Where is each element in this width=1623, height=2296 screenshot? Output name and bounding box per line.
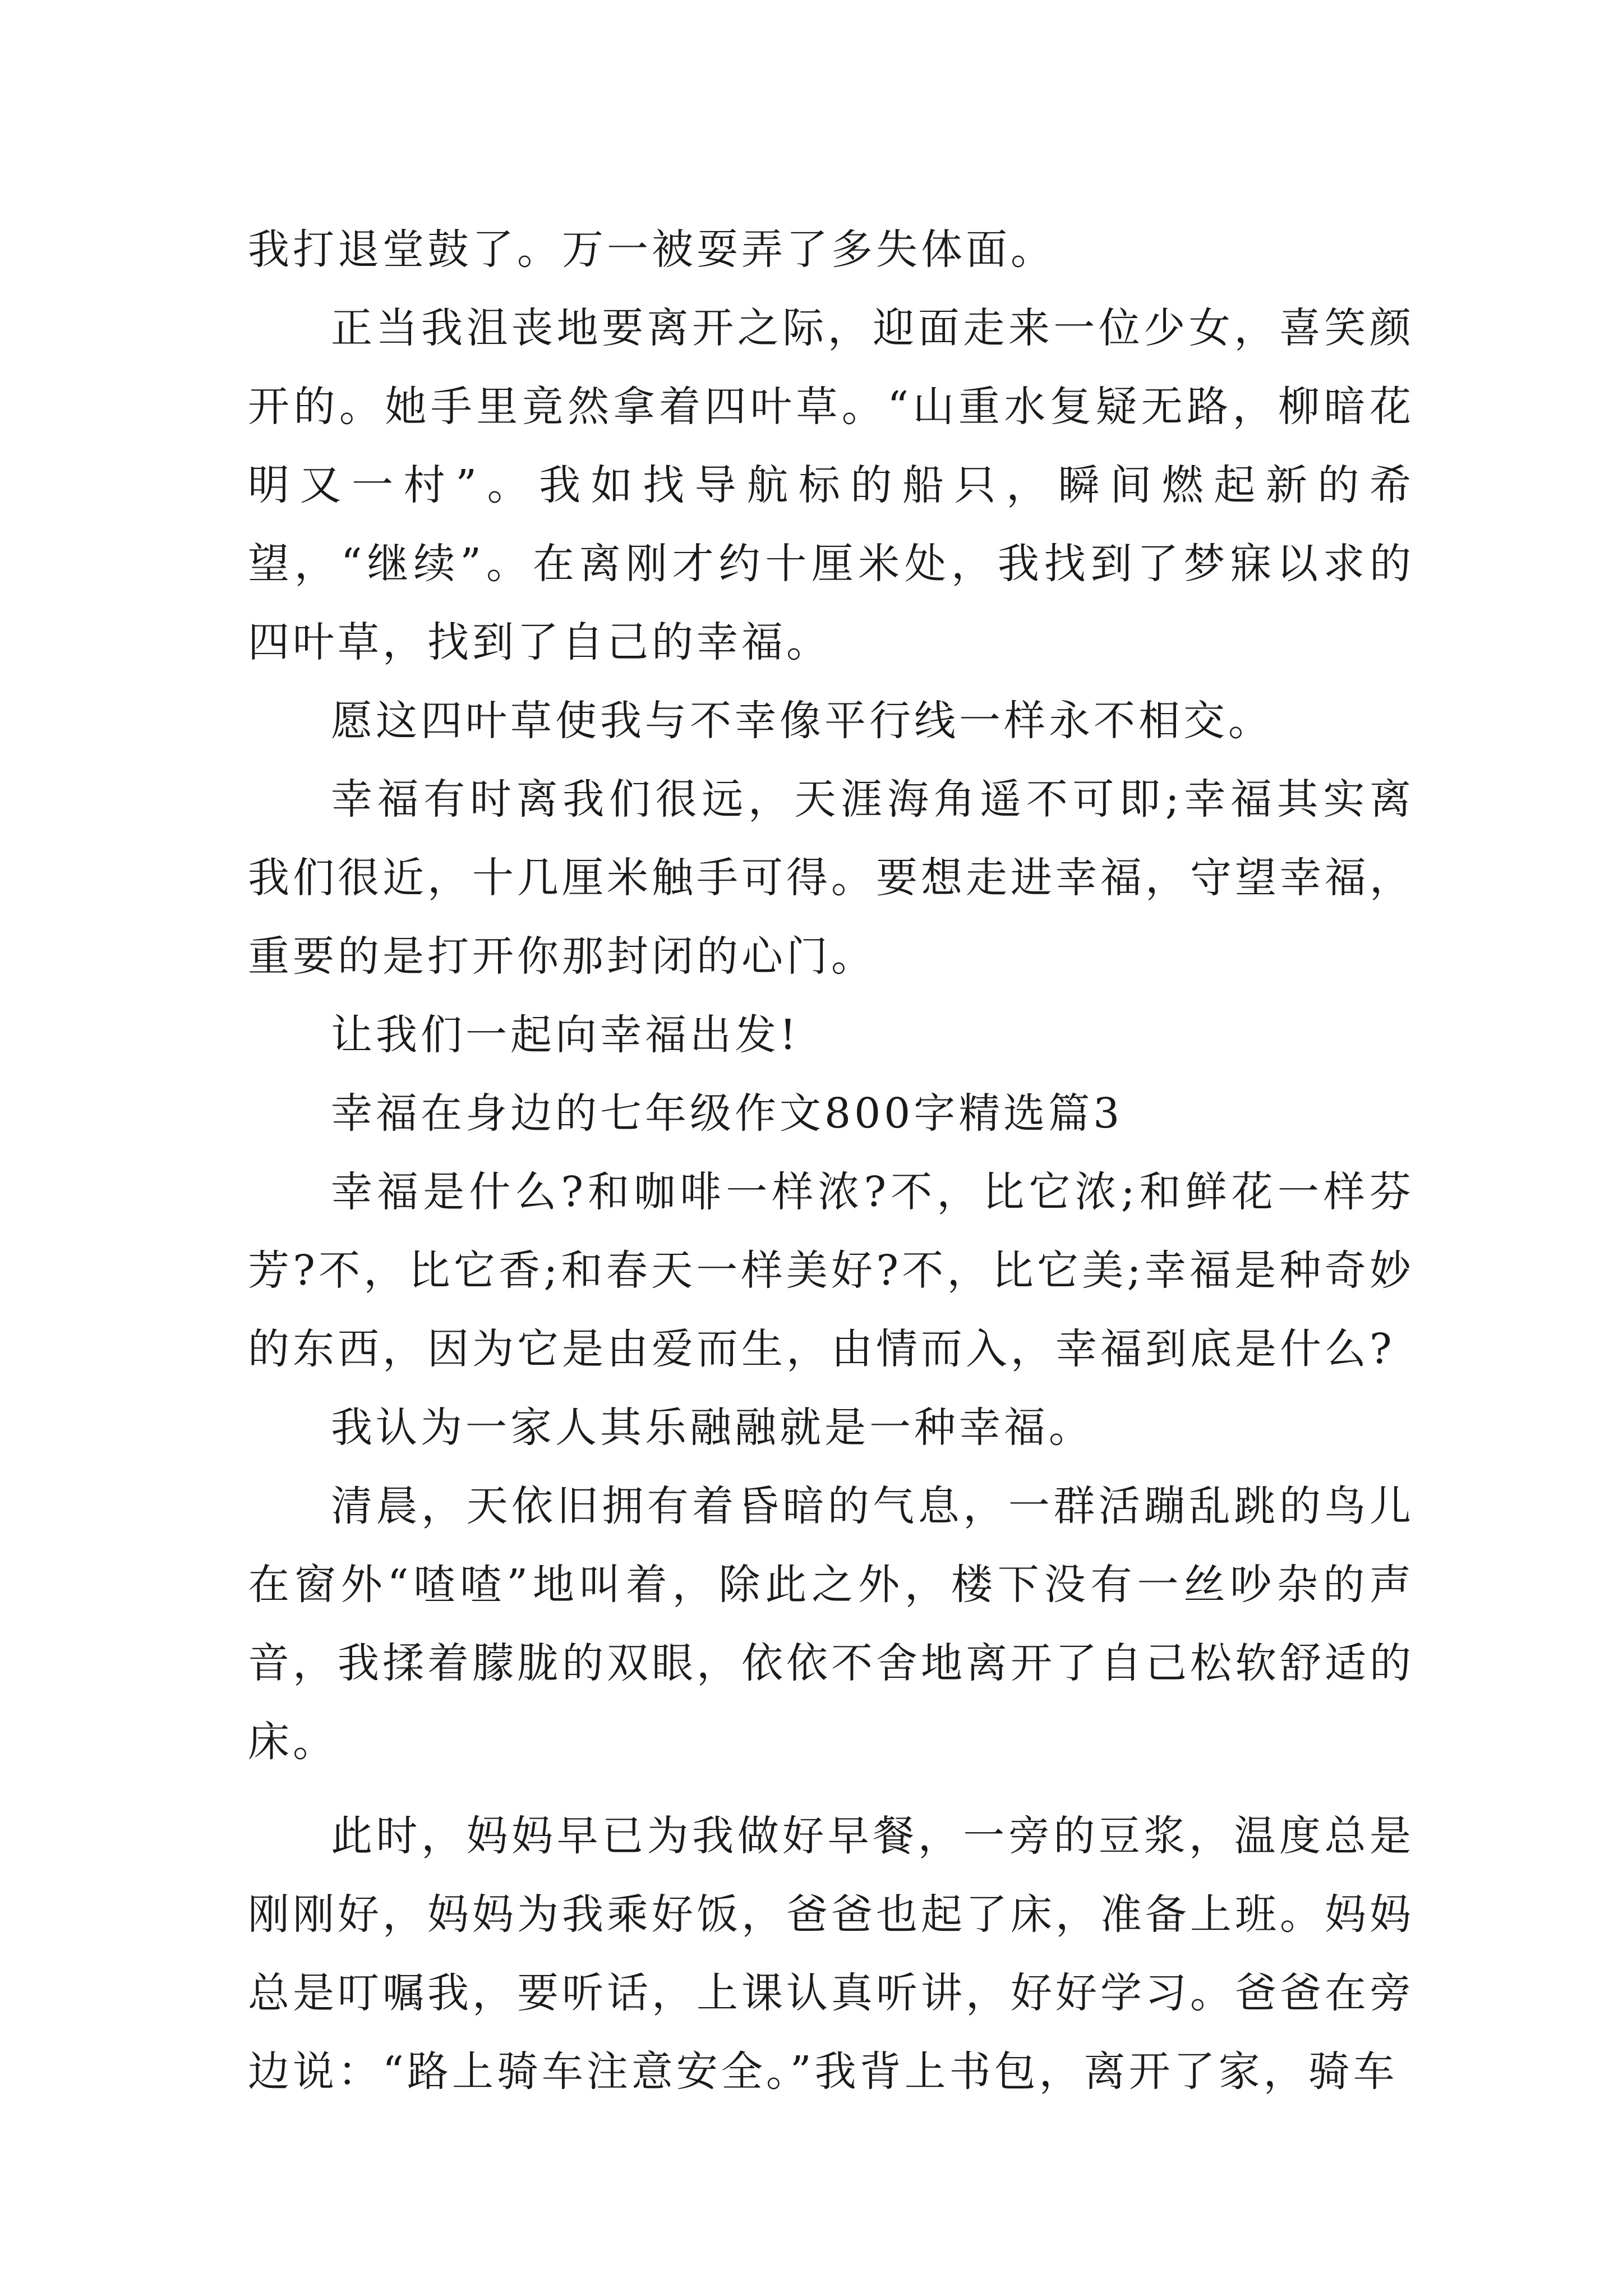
paragraph-8: 清晨，天依旧拥有着昏暗的气息，一群活蹦乱跳的鸟儿在窗外“喳喳”地叫着，除此之外，楼下没有一丝吵杂的声音，我揉着朦胧的双眼，依依不舍地离开了自己松软舒适的床。 <box>248 1482 1414 1766</box>
paragraph-5: 让我们一起向幸福出发! <box>331 1011 800 1059</box>
paragraph-4: 幸福有时离我们很远，天涯海角遥不可即;幸福其实离我们很近，十几厘米触手可得。要想走进幸福，守望幸福，重要的是打开你那封闭的心门。 <box>248 775 1414 981</box>
paragraph-6: 幸福是什么?和咖啡一样浓?不，比它浓;和鲜花一样芬芳?不，比它香;和春天一样美好?不，比它美;幸福是种奇妙的东西，因为它是由爱而生，由情而入，幸福到底是什么? <box>248 1168 1414 1373</box>
document-body <box>248 210 1414 2111</box>
paragraph-3: 愿这四叶草使我与不幸像平行线一样永不相交。 <box>331 697 1273 745</box>
paragraph-7: 我认为一家人其乐融融就是一种幸福。 <box>331 1404 1094 1452</box>
paragraph-9: 此时，妈妈早已为我做好早餐，一旁的豆浆，温度总是刚刚好，妈妈为我乘好饭，爸爸也起了床，准备上班。妈妈总是叮嘱我，要听话，上课认真听讲，好好学习。爸爸在旁边说：“路上骑车注意安全。”我背上书包，离开了家，骑车 <box>248 1812 1414 2096</box>
section-heading: 幸福在身边的七年级作文800字精选篇3 <box>331 1089 1123 1138</box>
paragraph-1: 我打退堂鼓了。万一被耍弄了多失体面。 <box>248 226 1055 274</box>
paragraph-2: 正当我沮丧地要离开之际，迎面走来一位少女，喜笑颜开的。她手里竟然拿着四叶草。“山重水复疑无路，柳暗花明又一村”。我如找导航标的船只，瞬间燃起新的希望，“继续”。在离刚才约十厘米处，我找到了梦寐以求的四叶草，找到了自己的幸福。 <box>248 304 1414 666</box>
